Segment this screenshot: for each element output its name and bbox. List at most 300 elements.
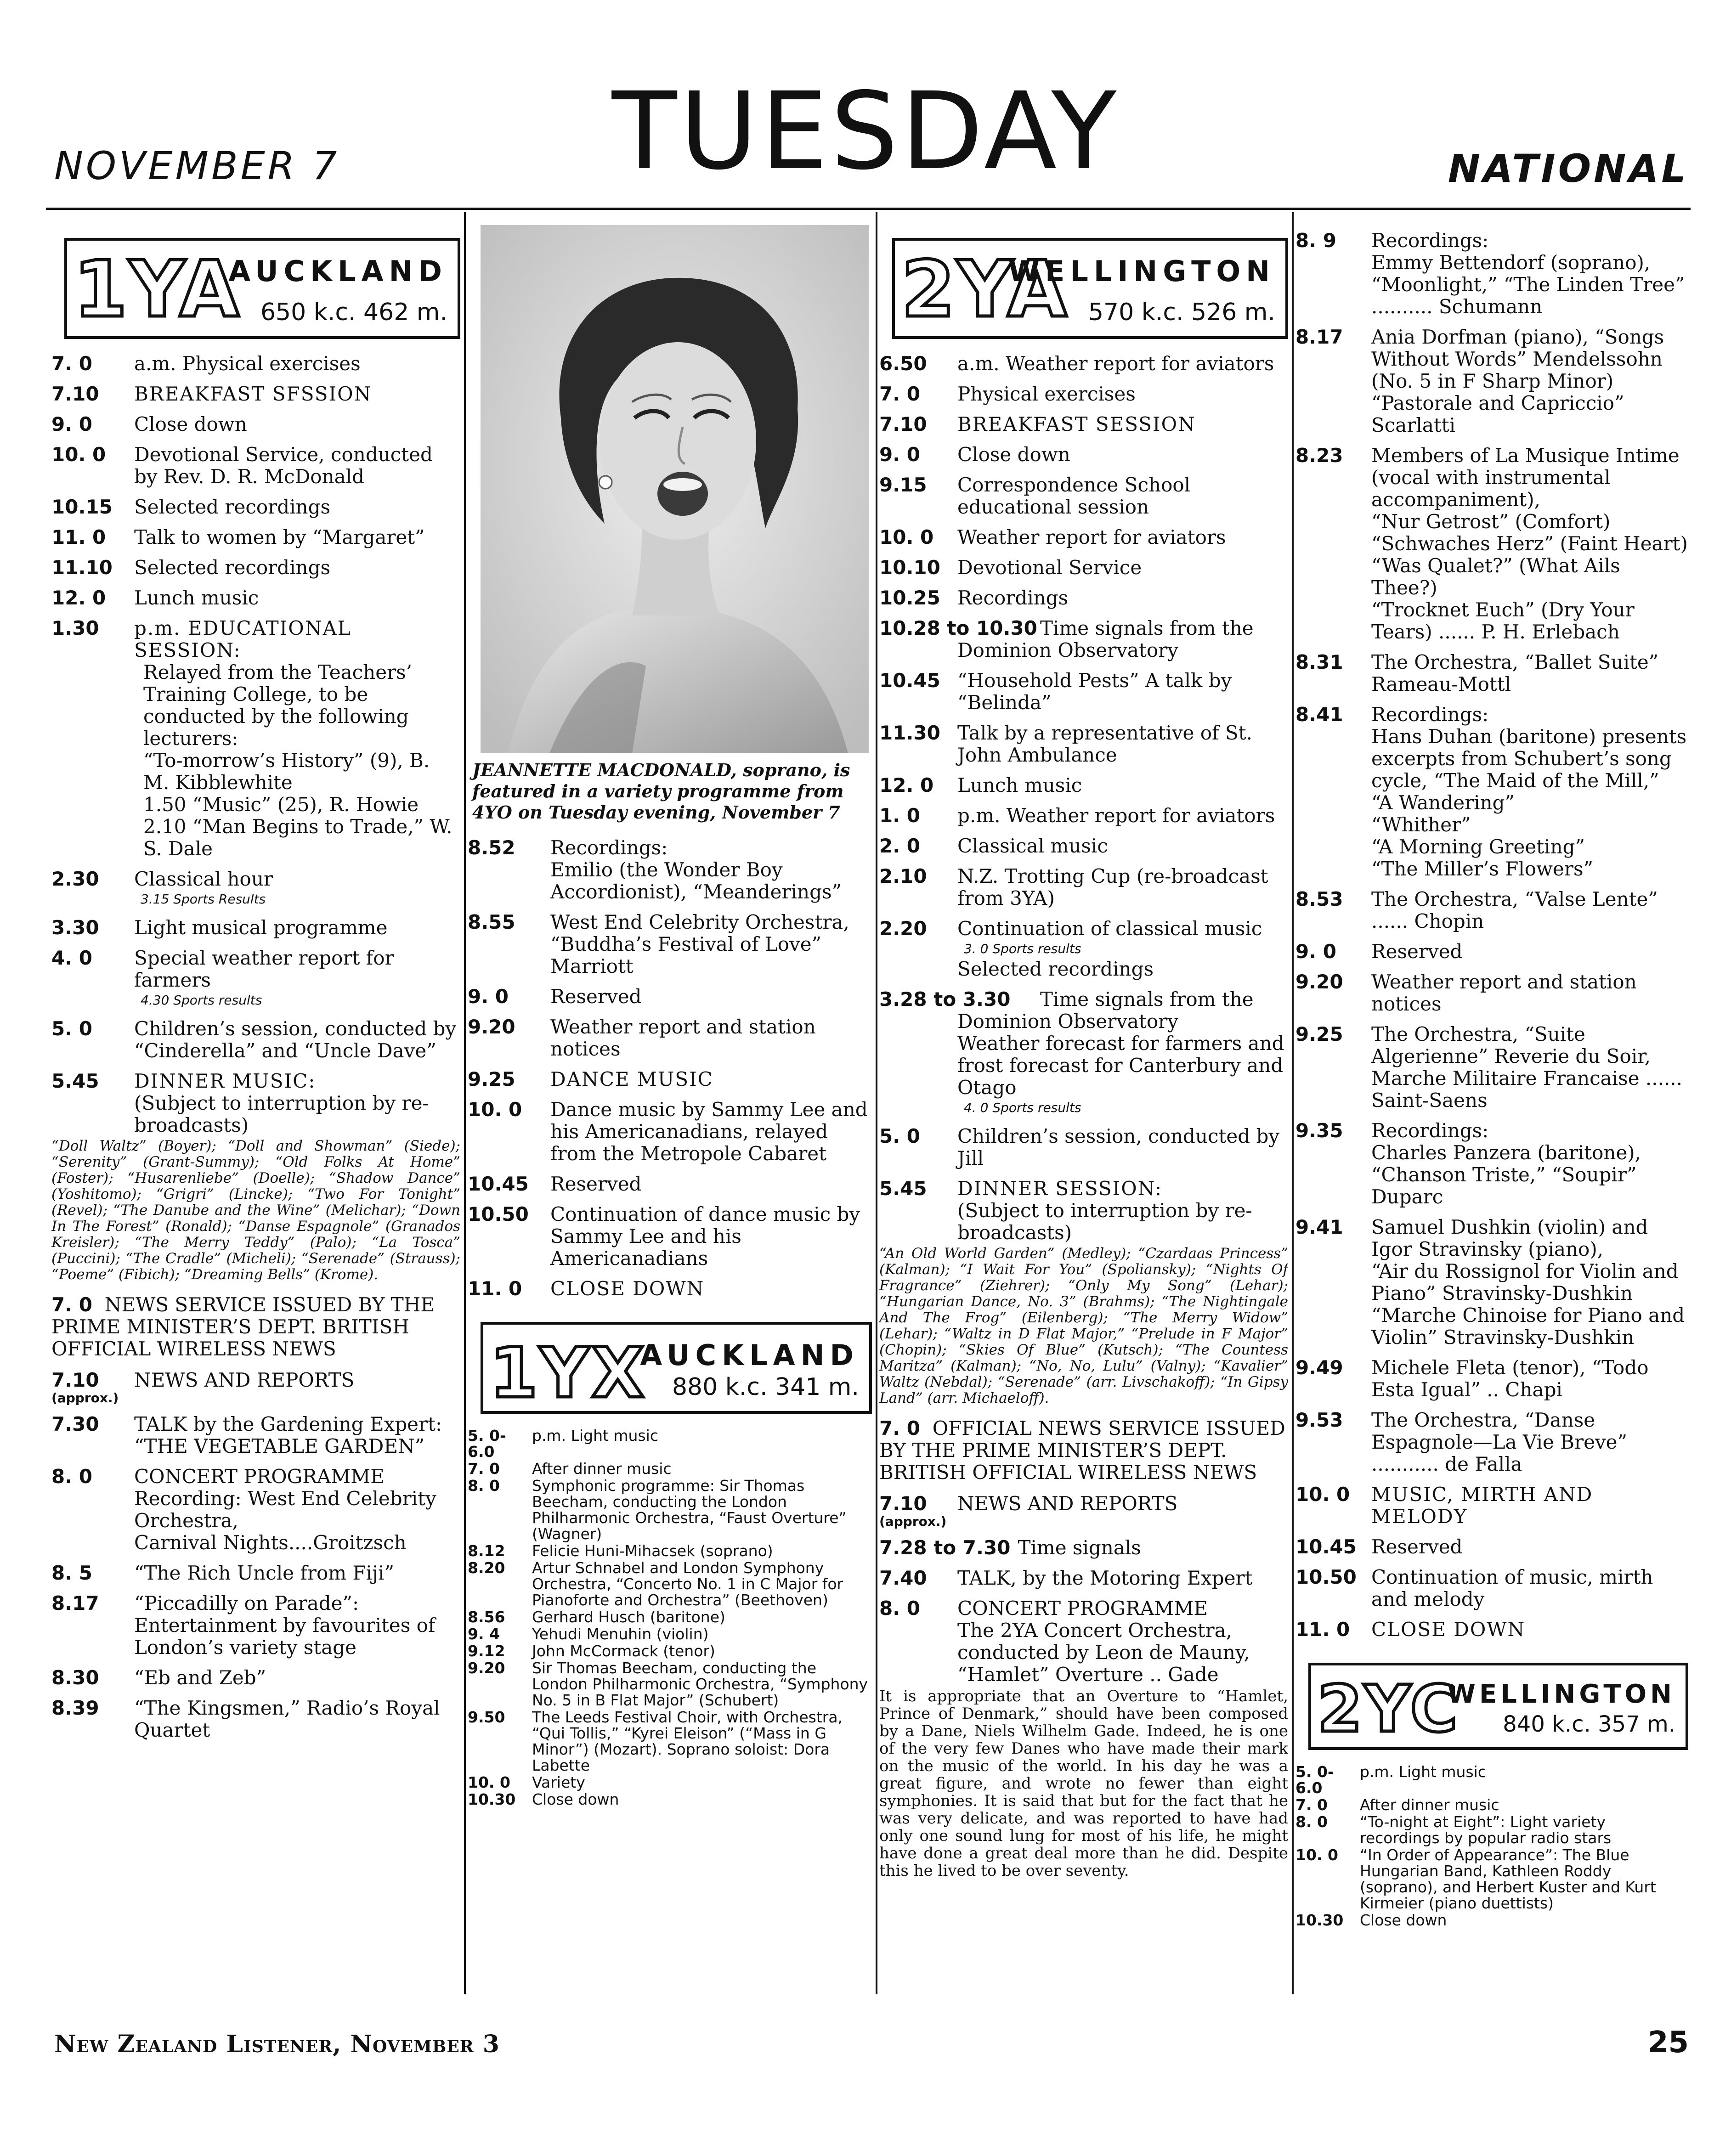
schedule-row [468,1461,872,1477]
entry-text: Gerhard Husch (baritone) [532,1608,725,1626]
entry-text: BREAKFAST SESSION [957,413,1196,435]
programme-entry [879,670,1288,714]
entry-time: 2.10 [879,865,927,887]
entry-time: 9.15 [879,474,927,496]
entry-time: 8.12 [468,1542,505,1560]
entry-text: Talk to women by “Margaret” [134,526,425,548]
programme-entry [1295,445,1688,643]
entry-text: Michele Fleta (tenor), “Todo Esta Igual” .. Chapi [1371,1356,1649,1401]
entry-time: 10. 0 [51,443,106,466]
entry-text: “In Order of Appearance”: The Blue Hungarian Band, Kathleen Roddy (soprano), and Herbert Kuster and Kurt Kirmeier (piano duettists) [1360,1846,1656,1912]
entry-text: BREAKFAST SFSSION [134,383,372,405]
entry-text: Classical music [957,835,1108,857]
entry-text: Members of La Musique Intime (vocal with instrumental accompaniment), [1371,444,1680,511]
news-service [879,1417,1288,1484]
programme-entry [51,917,460,939]
entry-time: 3.30 [51,916,99,939]
entry-text: “Eb and Zeb” [134,1666,266,1689]
programme-entry [51,383,460,405]
entry-time: 8. 5 [51,1562,93,1584]
entry-text: Yehudi Menuhin (violin) [532,1625,709,1643]
photo-caption: JEANNETTE MACDONALD, soprano, is featured in a variety programme from 4YO on Tuesday evening, November 7 [472,760,850,823]
entry-text: CLOSE DOWN [1371,1618,1526,1641]
programme-entry [879,587,1288,609]
entry-detail: (Subject to interruption by re-broadcasts) [957,1199,1252,1244]
entry-time: 8.52 [468,836,515,859]
entry-text: After dinner music [532,1460,672,1478]
entry-time: 10. 0 [468,1098,522,1121]
entry-note: 4.30 Sports results [141,993,262,1008]
entry-time: 9.12 [468,1642,505,1660]
entry-time: 7.10 [879,413,927,435]
entry-time: 8. 0 [1295,1813,1328,1831]
header-rule [46,208,1691,210]
entry-time: 9.35 [1295,1119,1343,1142]
entry-time: 7. 0 [51,1293,93,1316]
entry-time: 9. 4 [468,1625,500,1643]
schedule-row [468,1774,872,1790]
programme-entry [1295,1566,1688,1610]
station-box-2yc [1308,1663,1688,1750]
page-date: NOVEMBER 7 [54,143,340,188]
entry-time: 9.25 [1295,1023,1343,1045]
programme-entry [1295,704,1688,880]
entry-time: 8. 9 [1295,230,1337,252]
entry-text: Recordings [957,587,1069,609]
entry-time: 1.30 [51,617,99,639]
station-frequency: 650 k.c. 462 m. [260,299,447,326]
programme-entry [879,557,1288,579]
entry-time: 8.23 [1295,444,1343,467]
entry-text: Felicie Huni-Mihacsek (soprano) [532,1542,773,1560]
entry-text: TALK by the Gardening Expert: “THE VEGETABLE GARDEN” [134,1413,442,1457]
schedule-row [468,1660,872,1708]
entry-text: Close down [957,443,1070,466]
entry-time: 5. 0 [51,1017,93,1040]
entry-text: Special weather report for farmers [134,947,394,991]
entry-text: p.m. Weather report for aviators [957,804,1275,827]
entry-time: 8.56 [468,1608,505,1626]
station-city: AUCKLAND [228,254,447,288]
programme-entry [879,413,1288,435]
entry-note: 4. 0 Sports results [964,1100,1081,1115]
entry-text: Classical hour [134,868,273,890]
entry-text: Talk by a representative of St. John Ambulance [957,722,1252,766]
entry-text: OFFICIAL NEWS SERVICE ISSUED BY THE PRIME MINISTER’S DEPT. BRITISH OFFICIAL WIRELESS NEWS [879,1417,1285,1484]
programme-entry [1295,651,1688,695]
programme-entry [879,774,1288,796]
entry-time: 9. 0 [1295,940,1337,963]
entry-time: 10.50 [1295,1566,1357,1588]
programme-entry [879,1178,1288,1244]
programme-entry [51,1592,460,1659]
programme-entry [51,526,460,548]
station-box-1yx [481,1322,872,1414]
column-rule [464,212,466,1994]
entry-time: 9. 0 [879,443,921,466]
entry-time: 11.10 [51,556,113,579]
programme-entry [468,1173,872,1195]
programme-entry [879,722,1288,766]
schedule-row [468,1543,872,1559]
programme-entry [879,1567,1288,1589]
entry-text: Continuation of music, mirth and melody [1371,1566,1653,1610]
dinner-session-list: “An Old World Garden” (Medley); “Czardaas Princess” (Kalman); “I Wait For You” (Spoliansky); “Nights Of Fragrance” (Ziehrer); “Only My Song” (Lehar); “Hungarian Dance, No. 3” (Brahms); “The Nightingale And The Frog” (Eilenberg); “The Merry Widow” (Lehar); “Waltz in D Flat Major,” “Prelude in F Major” (Chopin); “Skies Of Blue” (Kutsch); “The Countess Maritza” (Kalman); “No, No, Lulu” (Valny); “Kavalier” Waltz (Nebdal); “Serenade” (arr. Livschakoff); “In Gipsy Land” (arr. Michaeloff). [879,1245,1288,1406]
entry-text: CONCERT PROGRAMME [957,1597,1208,1620]
entry-text: Samuel Dushkin (violin) and Igor Stravinsky (piano), [1371,1216,1648,1260]
programme-entry [1295,1409,1688,1475]
entry-detail: (No. 5 in F Sharp Minor) “Pastorale and Capriccio” Scarlatti [1371,370,1624,436]
programme-entry [51,1667,460,1689]
entry-text: Artur Schnabel and London Symphony Orchestra, “Concerto No. 1 in C Major for Pianoforte and Orchestra” (Beethoven) [532,1559,843,1609]
gade-note: It is appropriate that an Overture to “Hamlet, Prince of Denmark,” should have been composed by a Dane, Niels Wilhelm Gade. Indeed, he is one of the very few Danes who have made their mark on the music of the world. In his day he was a great figure, and wrote no fewer than eight symphonies. It is said that but for the fact that he was very delicate, and was reported to have had only one sound lung for most of his life, he might have done a great deal more than he did. Despite this he lived to be over seventy. [879,1687,1288,1880]
programme-entry [51,1466,460,1554]
station-frequency: 840 k.c. 357 m. [1503,1711,1675,1737]
column-1ya-continued [468,216,872,2000]
entry-time: 9.25 [468,1068,515,1090]
entry-text: Recordings: [550,836,668,859]
schedule-row [1295,1847,1688,1911]
schedule-row [468,1643,872,1659]
programme-entry [51,557,460,579]
entry-text: Lunch music [134,587,259,609]
entry-time: 11. 0 [51,526,106,548]
entry-text: Reserved [1371,1535,1463,1558]
programme-entry [1295,1357,1688,1401]
programme-entry [1295,230,1688,318]
station-call-sign: 2YA [901,244,1069,334]
entry-time: 10.50 [468,1203,529,1225]
programme-entry [51,444,460,488]
programme-entry [51,1562,460,1584]
entry-text: Devotional Service [957,556,1142,579]
entry-text: Sir Thomas Beecham, conducting the London Philharmonic Orchestra, “Symphony No. 5 in B Flat Major” (Schubert) [532,1659,868,1709]
entry-time: 7. 0 [51,352,93,375]
news-service [51,1294,460,1360]
programme-entry [1295,1619,1688,1641]
publication-footer: New Zealand Listener, November 3 [54,2030,500,2058]
page-number: 25 [1647,2026,1689,2060]
entry-time: 1. 0 [879,804,921,827]
entry-text: Ania Dorfman (piano), “Songs Without Words” Mendelssohn [1371,326,1664,370]
station-box-1ya [64,238,460,339]
entry-time: 10.28 to 10.30 [879,617,1037,639]
schedule-row [468,1626,872,1642]
entry-time: 8. 0 [879,1597,921,1620]
page-title: TUESDAY [611,69,1120,193]
entry-detail: The 2YA Concert Orchestra, conducted by Leon de Mauny, “Hamlet” Overture .. Gade [957,1619,1250,1686]
entry-note: 3.15 Sports Results [141,892,266,907]
programme-entry [879,617,1288,661]
schedule-2yc [1295,1764,1688,1928]
schedule-row [468,1709,872,1773]
schedule-row [468,1478,872,1542]
programme-entry [51,947,460,1010]
entry-time: 7. 0 [879,1417,921,1439]
entry-text: Dance music by Sammy Lee and his Americanadians, relayed from the Metropole Cabaret [550,1098,868,1165]
entry-time: 9. 0 [468,985,509,1008]
column-1ya [51,216,460,2000]
entry-text: “The Rich Uncle from Fiji” [134,1562,394,1584]
station-city: AUCKLAND [640,1338,859,1372]
column-rule [876,212,877,1994]
programme-entry [879,444,1288,466]
entry-text: Children’s session, conducted by Jill [957,1125,1280,1169]
entry-time: 10.45 [1295,1535,1357,1558]
entry-time: 10.30 [1295,1911,1344,1929]
entry-text: The Orchestra, “Ballet Suite” Rameau-Mottl [1371,651,1659,695]
entry-time: 10.45 [468,1173,529,1195]
programme-entry [879,474,1288,518]
programme-entry [1295,1484,1688,1528]
dinner-music-list: “Doll Waltz” (Boyer); “Doll and Showman” (Siede); “Serenity” (Grant-Summy); “Old Folks At Home” (Foster); “Husarenliebe” (Doelle); “Shadow Dance” (Yoshitomo); “Grigri” (Lincke); “Two For Tonight” (Revel); “The Danube and the Wine” (Melichar); “Down In The Forest” (Ronald); “Danse Espagnole” (Granados Kreisler); “The Merry Teddy” (Palo); “La Tosca” (Puccini); “The Cradle” (Micheli); “Serenade” (Strauss); “Poeme” (Fibich); “Dreaming Bells” (Krome). [51,1138,460,1283]
programme-entry [879,526,1288,548]
entry-time: 8.20 [468,1559,505,1577]
entry-text: Devotional Service, conducted by Rev. D. R. McDonald [134,443,433,488]
entry-text: Variety [532,1773,585,1791]
entry-text: CLOSE DOWN [550,1277,705,1300]
entry-time: 8.39 [51,1697,99,1719]
entry-time: 9.20 [1295,971,1343,993]
programme-entry [51,1369,460,1405]
entry-text: Continuation of dance music by Sammy Lee and his Americanadians [550,1203,860,1270]
entry-text: Time signals from the Dominion Observatory [957,617,1254,661]
entry-time: 7.10 [51,383,99,405]
entry-text: Reserved [550,985,642,1008]
station-call-sign: 2YC [1318,1672,1459,1747]
entry-text: Weather report for aviators [957,526,1226,548]
entry-time: 11. 0 [1295,1618,1350,1641]
entry-detail: Hans Duhan (baritone) presents excerpts from Schubert’s song cycle, “The Maid of the Mill,” “A Wandering” “Whither” “A Morning Greeting” “The Miller’s Flowers” [1371,725,1687,880]
entry-time: 11.30 [879,722,940,744]
entry-text: p.m. EDUCATIONAL SESSION: [134,617,351,661]
entry-text: Symphonic programme: Sir Thomas Beecham, conducting the London Philharmonic Orchestra, “Faust Overture” (Wagner) [532,1477,847,1543]
entry-text: Time signals from the Dominion Observatory [957,988,1254,1033]
schedule-row [1295,1764,1688,1796]
entry-time: 10.45 [879,669,940,692]
programme-entry [51,1018,460,1062]
singer-portrait-image [481,225,869,753]
entry-time: 7. 0 [879,383,921,405]
entry-time: 5. 0-6.0 [1295,1763,1334,1797]
programme-entry [1295,1023,1688,1112]
programme-entry [879,1537,1288,1559]
entry-detail: (Subject to interruption by re-broadcasts) [134,1092,429,1136]
entry-time: 2.30 [51,868,99,890]
entry-text: Recordings: [1371,230,1489,252]
station-box-2ya [892,238,1288,339]
entry-text: NEWS AND REPORTS [957,1492,1178,1515]
programme-entry [1295,1536,1688,1558]
entry-time: 9. 0 [51,413,93,435]
programme-entry [879,1597,1288,1686]
station-city: WELLINGTON [1008,254,1275,288]
entry-text: DINNER MUSIC: [134,1070,316,1092]
column-2ya-continued [1295,230,1688,2000]
entry-time: 2. 0 [879,835,921,857]
entry-text: Reserved [1371,940,1463,963]
entry-text: DANCE MUSIC [550,1068,713,1090]
entry-text: TALK, by the Motoring Expert [957,1567,1253,1589]
entry-detail: Relayed from the Teachers’ Training College, to be conducted by the following lecturers: “To-morrow’s History” (9), B. M. Kibblewhite 1.50 “Music” (25), R. Howie 2.10 “Man Begins to Trade,” W. S. Dale [143,661,453,860]
programme-entry [879,865,1288,909]
entry-detail: “Nur Getrost” (Comfort) “Schwaches Herz” (Faint Heart) “Was Qualet?” (What Ails Thee?) “Trocknet Euch” (Dry Your Tears) ...... P. H. Erlebach [1371,510,1688,643]
entry-text: Time signals [1018,1536,1141,1559]
entry-time: 12. 0 [51,587,106,609]
entry-text: Lunch music [957,774,1082,796]
programme-entry [468,1278,872,1300]
entry-time: 5. 0-6.0 [468,1427,506,1461]
entry-time: 8.53 [1295,888,1343,910]
entry-text: CONCERT PROGRAMME [134,1465,385,1488]
programme-entry [879,805,1288,827]
entry-time: 7.28 to 7.30 [879,1536,1011,1559]
network-label: NATIONAL [1448,146,1689,191]
programme-entry [51,868,460,909]
schedule-row [468,1609,872,1625]
entry-time: 8.31 [1295,651,1343,673]
entry-text: NEWS SERVICE ISSUED BY THE PRIME MINISTER’S DEPT. BRITISH OFFICIAL WIRELESS NEWS [51,1293,435,1360]
entry-text: Weather report and station notices [1371,971,1637,1015]
entry-text: Close down [532,1790,619,1808]
programme-entry [1295,1216,1688,1349]
entry-time: 7.40 [879,1567,927,1589]
portrait-photo [481,225,869,753]
entry-time: 4. 0 [51,947,93,969]
station-frequency: 880 k.c. 341 m. [672,1373,859,1401]
column-rule [1292,212,1294,1994]
entry-time: 8.55 [468,911,515,933]
entry-detail: Weather forecast for farmers and frost forecast for Canterbury and Otago [957,1032,1284,1099]
programme-entry [51,413,460,435]
entry-text: After dinner music [1360,1796,1499,1814]
entry-text: Physical exercises [957,383,1136,405]
station-call-sign: 1YX [490,1333,646,1413]
programme-entry [51,1070,460,1136]
programme-entry [51,353,460,375]
entry-detail: Recording: West End Celebrity Orchestra, Carnival Nights....Groitzsch [134,1487,436,1554]
entry-time: 10. 0 [1295,1483,1350,1506]
entry-text: West End Celebrity Orchestra, “Buddha’s Festival of Love” Marriott [550,911,849,977]
entry-text: John McCormack (tenor) [532,1642,715,1660]
programme-entry [1295,888,1688,932]
programme-entry [468,911,872,977]
entry-time: 8.17 [51,1592,99,1614]
programme-entry [879,1125,1288,1169]
entry-time: 9.53 [1295,1409,1343,1431]
entry-text: Close down [1360,1911,1447,1929]
programme-entry [51,1413,460,1457]
schedule-1yx [468,1428,872,1807]
entry-time: 7. 0 [468,1460,500,1478]
programme-entry [1295,941,1688,963]
entry-time: 7.10 [51,1369,99,1391]
entry-approx: (approx.) [879,1514,947,1529]
entry-time: 9.50 [468,1708,505,1726]
entry-time: 9.20 [468,1016,515,1038]
entry-note: 3. 0 Sports results [964,941,1081,956]
entry-time: 10. 0 [879,526,934,548]
programme-entry [51,1697,460,1741]
entry-time: 9.49 [1295,1356,1343,1379]
entry-time: 7. 0 [1295,1796,1328,1814]
entry-text: Continuation of classical music [957,917,1262,940]
entry-text: Children’s session, conducted by “Cinderella” and “Uncle Dave” [134,1017,457,1062]
programme-entry [468,1068,872,1090]
entry-text: NEWS AND REPORTS [134,1369,355,1391]
entry-text: p.m. Light music [1360,1763,1486,1781]
entry-detail: “Air du Rossignol for Violin and Piano” Stravinsky-Dushkin “Marche Chinoise for Piano and Violin” Stravinsky-Dushkin [1371,1260,1685,1349]
entry-time: 5. 0 [879,1125,921,1147]
programme-entry [51,587,460,609]
entry-time: 8. 0 [51,1465,93,1488]
schedule-row [1295,1912,1688,1928]
entry-text: DINNER SESSION: [957,1177,1163,1200]
entry-time: 7.10 [879,1492,927,1515]
programme-entry [468,837,872,903]
entry-text: MUSIC, MIRTH AND MELODY [1371,1483,1593,1528]
entry-time: 10.15 [51,496,113,518]
entry-approx: (approx.) [51,1390,119,1405]
entry-text: “Piccadilly on Parade”: Entertainment by favourites of London’s variety stage [134,1592,436,1659]
schedule-row [1295,1814,1688,1846]
entry-text: “Household Pests” A talk by “Belinda” [957,669,1232,714]
programme-entry [879,918,1288,980]
station-city: WELLINGTON [1447,1679,1675,1709]
entry-time: 7.30 [51,1413,99,1435]
entry-text: “To-night at Eight”: Light variety recordings by popular radio stars [1360,1813,1612,1847]
entry-detail: Selected recordings [957,958,1154,980]
programme-entry [51,617,460,860]
programme-entry [468,986,872,1008]
entry-time: 10.30 [468,1790,516,1808]
programme-entry [879,1493,1288,1529]
entry-time: 8.41 [1295,703,1343,726]
programme-entry [879,383,1288,405]
entry-text: Light musical programme [134,916,388,939]
programme-entry [1295,1120,1688,1208]
entry-time: 8.17 [1295,326,1343,348]
programme-entry [468,1016,872,1060]
entry-text: N.Z. Trotting Cup (re-broadcast from 3YA) [957,865,1268,909]
entry-time: 5.45 [51,1070,99,1092]
entry-text: Recordings: [1371,703,1489,726]
schedule-row [468,1560,872,1608]
entry-time: 10. 0 [468,1773,510,1791]
entry-text: Close down [134,413,247,435]
programme-entry [879,988,1288,1117]
programme-entry [51,496,460,518]
entry-text: Weather report and station notices [550,1016,816,1060]
entry-text: a.m. Physical exercises [134,352,361,375]
entry-text: Recordings: [1371,1119,1489,1142]
entry-time: 12. 0 [879,774,934,796]
station-call-sign: 1YA [74,244,241,334]
entry-text: a.m. Weather report for aviators [957,352,1274,375]
programme-entry [468,1099,872,1165]
entry-text: The Orchestra, “Valse Lente” ...... Chopin [1371,888,1658,932]
entry-detail: Charles Panzera (baritone), “Chanson Triste,” “Soupir” Duparc [1371,1141,1641,1208]
entry-text: Selected recordings [134,556,331,579]
entry-time: 6.50 [879,352,927,375]
entry-text: “The Kingsmen,” Radio’s Royal Quartet [134,1697,440,1741]
schedule-row [1295,1797,1688,1813]
entry-time: 10.10 [879,556,940,579]
entry-time: 9.20 [468,1659,505,1677]
programme-entry [1295,971,1688,1015]
entry-text: Reserved [550,1173,642,1195]
entry-detail: Emmy Bettendorf (soprano), “Moonlight,” “The Linden Tree” .......... Schumann [1371,251,1685,318]
